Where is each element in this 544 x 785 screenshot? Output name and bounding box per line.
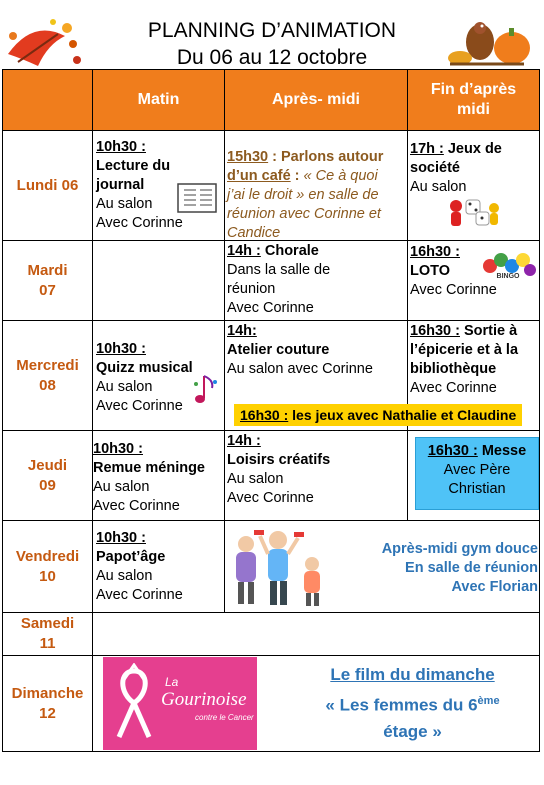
gourinoise-logo: La Gourinoise contre le Cancer	[103, 657, 257, 750]
day-label-mardi: Mardi 07	[27, 261, 68, 299]
newspaper-icon	[176, 180, 220, 216]
column-header-fin-apres-midi: Fin d’après midi	[408, 70, 539, 130]
mardi-apres-midi-activity: 14h : Chorale Dans la salle de réunion Avec Corinne	[227, 243, 331, 316]
day-label-samedi: Samedi 11	[20, 615, 75, 652]
page-subtitle: Du 06 au 12 octobre	[176, 46, 368, 69]
autumn-leaves-icon	[3, 14, 83, 70]
day-label-vendredi: Vendredi 10	[15, 547, 80, 585]
grid-line	[539, 69, 540, 752]
mercredi-jeux-banner: 16h30 : les jeux avec Nathalie et Claudine	[234, 404, 522, 426]
day-label-mercredi: Mercredi 08	[16, 356, 79, 394]
jeudi-matin-activity: 10h30 : Remue méninge Au salon Avec Corinne	[93, 441, 205, 514]
bingo-balls-icon	[482, 248, 536, 280]
music-note-icon	[190, 372, 222, 408]
header-corner	[3, 70, 92, 130]
svg-text:BINGO: BINGO	[496, 273, 520, 280]
pumpkin-turkey-icon	[444, 8, 532, 68]
day-label-dimanche: Dimanche 12	[11, 684, 84, 722]
lundi-matin-activity: 10h30 : Lecture du journal Au salon Avec Corinne	[96, 139, 183, 231]
jeudi-apres-midi-activity: 14h : Loisirs créatifs Au salon Avec Corinne	[227, 433, 331, 506]
seniors-exercising-icon	[226, 524, 330, 610]
mardi-fin-activity: 16h30 : LOTO Avec Corinne	[410, 244, 497, 298]
grid-line	[2, 69, 540, 70]
grid-line	[224, 69, 225, 612]
board-game-icon	[446, 192, 502, 230]
day-label-jeudi: Jeudi 09	[27, 456, 68, 494]
mercredi-matin-activity: 10h30 : Quizz musical Au salon Avec Corinne	[96, 341, 193, 414]
grid-line	[92, 69, 93, 752]
grid-line	[2, 751, 540, 752]
pink-ribbon-icon	[109, 663, 159, 743]
mercredi-fin-activity: 16h30 : Sortie à l’épicerie et à la bibliothèque Avec Corinne	[410, 323, 519, 396]
dimanche-film: Le film du dimanche « Les femmes du 6ème étage »	[325, 665, 500, 741]
column-header-apres-midi: Après- midi	[225, 70, 407, 130]
jeudi-messe-box: 16h30 : Messe Avec Père Christian	[415, 437, 539, 510]
day-label-lundi: Lundi 06	[16, 176, 79, 194]
vendredi-matin-activity: 10h30 : Papot’âge Au salon Avec Corinne	[96, 530, 183, 603]
page-title: PLANNING D’ANIMATION	[147, 19, 397, 42]
vendredi-gym-activity: Après-midi gym douce En salle de réunion Avec Florian	[381, 541, 538, 595]
grid-line	[407, 69, 408, 520]
mercredi-apres-midi-activity: 14h: Atelier couture Au salon avec Corinne	[227, 323, 373, 377]
lundi-fin-activity: 17h : Jeux de société Au salon	[410, 141, 502, 195]
column-header-matin: Matin	[93, 70, 224, 130]
lundi-apres-midi-activity: 15h30 : Parlons autour d’un café : « Ce à quoi j’ai le droit » en salle de réunion avec Corinne et Candice	[227, 149, 384, 241]
